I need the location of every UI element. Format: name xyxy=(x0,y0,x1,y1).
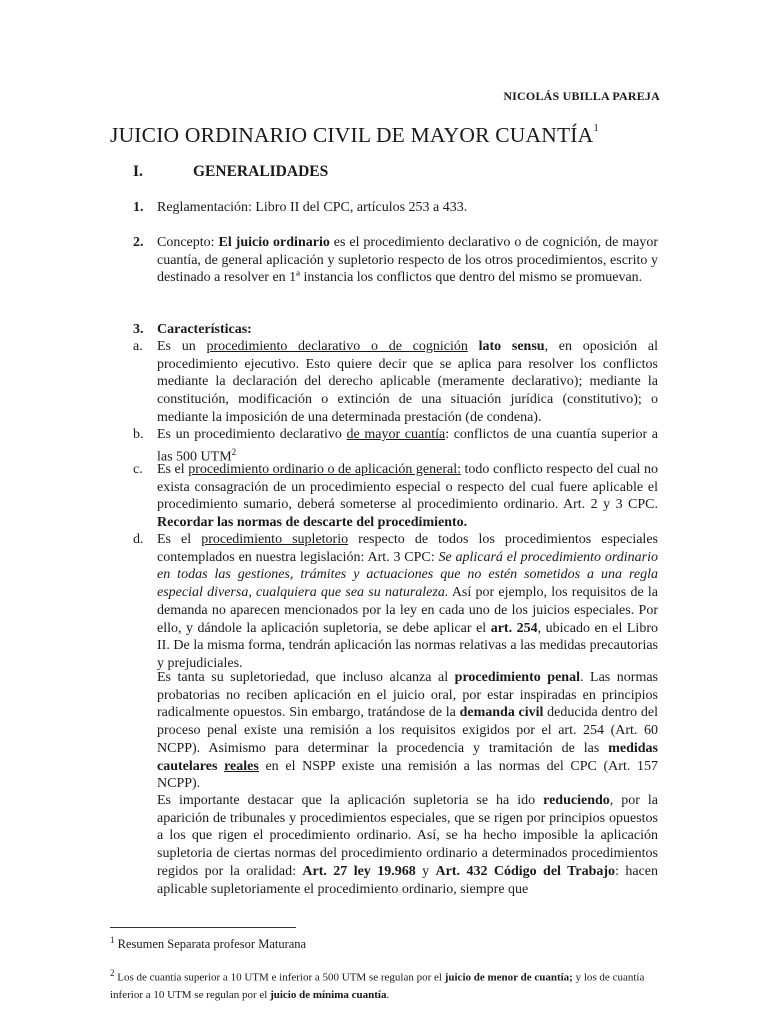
text-run: Es el xyxy=(157,532,202,547)
text-run: Los de cuantía superior a 10 UTM e inferior a 500 UTM se regulan por el xyxy=(114,971,445,984)
bold-underlined-run: reales xyxy=(224,758,259,774)
item-number: 2. xyxy=(133,235,144,250)
text-run: Es importante destacar que la aplicación supletoria se ha ido xyxy=(157,793,544,808)
bold-run: El juicio ordinario xyxy=(218,235,330,250)
list-label: b. xyxy=(133,427,144,442)
footnote-text: Resumen Separata profesor Maturana xyxy=(114,937,307,952)
author-name: NICOLÁS UBILLA PAREJA xyxy=(503,89,660,103)
bold-run: Art. 27 ley 19.968 xyxy=(302,863,416,879)
underlined-run: de mayor cuantía xyxy=(346,427,446,442)
underlined-run: procedimiento ordinario o de aplicación general: xyxy=(188,462,461,477)
item-reglamentacion xyxy=(133,199,658,217)
text-run: Es tanta su supletoriedad, que incluso alcanza al xyxy=(157,670,455,685)
title-footnote-ref: 1 xyxy=(593,122,600,134)
list-text xyxy=(157,461,658,532)
item-text: Reglamentación: Libro II del CPC, artículos 253 a 433. xyxy=(157,200,468,215)
text-run: deducida dentro del proceso penal existe una remisión a los requisitos exigidos por el art. 254 (Art. 60 NCPP). Asimismo para determinar la procedencia y tramitación de las xyxy=(157,705,658,756)
text-run: Es el xyxy=(157,462,189,477)
text-run: en el NSPP existe una remisión a las normas del CPC (Art. 157 NCPP). xyxy=(157,758,659,792)
text-run: , en oposición al procedimiento ejecutivo. Esto quiere decir que se aplica para resolver los conflictos mediante la declaración del derecho aplicable (meramente declarativo); mediante la constitución, modificación o extinción de una situación jurídica (constitutivo); o mediante la imposición de una determinada prestación (de condena). xyxy=(157,339,659,425)
item-caracteristicas xyxy=(133,321,658,339)
bold-run: medidas cautelares xyxy=(157,740,658,774)
bold-run: Recordar las normas de descarte del procedimiento. xyxy=(157,515,468,531)
list-label: d. xyxy=(133,532,144,547)
text-run: Es un xyxy=(157,339,207,354)
bold-run: demanda civil xyxy=(459,705,544,721)
text-run: , ubicado en el Libro II. De la misma forma, tendrán aplicación las normas relativas a las medidas precautorias y prejudiciales. xyxy=(157,620,658,671)
section-title: GENERALIDADES xyxy=(193,163,329,180)
list-text xyxy=(157,531,658,673)
text-run: todo conflicto respecto del cual no exista consagración de un procedimiento especial o respecto del cual fuere aplicable el procedimiento sumario, deberá someterse al procedimiento ordinario. Art. 2 y 3 CPC. xyxy=(157,462,658,513)
list-text xyxy=(157,338,658,427)
text-run: Es un procedimiento declarativo xyxy=(157,427,347,442)
text-run: : conflictos de una cuantía superior a las 500 UTM xyxy=(157,427,658,465)
list-label: a. xyxy=(133,339,143,354)
text-run: . xyxy=(386,988,390,1001)
footnote-number: 1 xyxy=(110,935,115,945)
bold-run: juicio de menor de cuantía; xyxy=(444,971,573,984)
item-text xyxy=(157,234,658,287)
item-number: 3. xyxy=(133,322,144,337)
footnote-1 xyxy=(110,935,306,952)
text-run: y los de cuantía inferior a 10 UTM se regulan por el xyxy=(110,971,645,1001)
paragraph-supletoriedad xyxy=(157,669,658,793)
text-run: y xyxy=(415,863,436,879)
bold-run: juicio de mínima cuantía xyxy=(270,988,387,1001)
bold-run: procedimiento penal xyxy=(454,670,580,685)
bold-run: lato sensu xyxy=(467,339,545,354)
characteristic-c xyxy=(133,461,658,532)
text-run: es el procedimiento declarativo o de cognición, de mayor cuantía, de general aplicación y supletorio respecto de los otros procedimientos, escrito y destinado a resolver en 1ª instancia los conflictos que dentro del mismo se promuevan. xyxy=(157,235,659,286)
underlined-run: procedimiento supletorio xyxy=(201,532,349,547)
footnote-2 xyxy=(110,965,658,1004)
document-title xyxy=(110,123,599,148)
paragraph-reduccion xyxy=(157,792,658,898)
text-run: , por la aparición de tribunales y procedimientos especiales, que se rigen por principios opuestos a los que rigen el procedimiento ordinario. Así, se ha hecho imposible la aplicación supletoria de ciertas normas del procedimiento ordinario a determinados procedimientos regidos por la oralidad: xyxy=(157,793,658,879)
footnote-ref: 2 xyxy=(231,446,237,457)
text-run: Así por ejemplo, los requisitos de la demanda no aparecen mencionados por la ley en cada uno de los juicios especiales. Por ello, y dándole la aplicación supletoria, se debe aplicar el xyxy=(157,585,659,636)
item-heading: Características: xyxy=(157,322,252,337)
bold-run: art. 254 xyxy=(490,620,538,636)
list-label: c. xyxy=(133,462,143,477)
bold-run: Art. 432 Código del Trabajo xyxy=(435,863,616,879)
text-run: Concepto: xyxy=(157,235,219,250)
underlined-run: procedimiento declarativo o de cognición xyxy=(206,339,468,354)
text-run: : hacen aplicable supletoriamente el procedimiento ordinario, siempre que xyxy=(157,863,659,897)
characteristic-d xyxy=(133,531,658,673)
title-text: JUICIO ORDINARIO CIVIL DE MAYOR CUANTÍA xyxy=(110,123,594,147)
text-run: . Las normas probatorias no reciben aplicación en el juicio oral, por estar inspiradas en principios radicalmente opuestos. Sin embargo, tratándose de la xyxy=(157,670,658,721)
characteristic-a xyxy=(133,338,658,427)
section-heading xyxy=(133,163,328,181)
bold-run: reduciendo xyxy=(543,793,610,808)
item-number: 1. xyxy=(133,200,144,215)
footnote-separator xyxy=(110,927,296,928)
italic-run: Se aplicará el procedimiento ordinario en todas las gestiones, trámites y actuaciones que no estén sometidos a una regla especial diversa, cualquiera que sea su naturaleza. xyxy=(157,549,658,601)
section-number: I. xyxy=(133,163,143,180)
footnote-number: 2 xyxy=(110,968,115,978)
text-run: respecto de todos los procedimientos especiales contemplados en nuestra legislación: Art. 3 CPC: xyxy=(157,532,658,565)
item-concepto xyxy=(133,234,658,287)
